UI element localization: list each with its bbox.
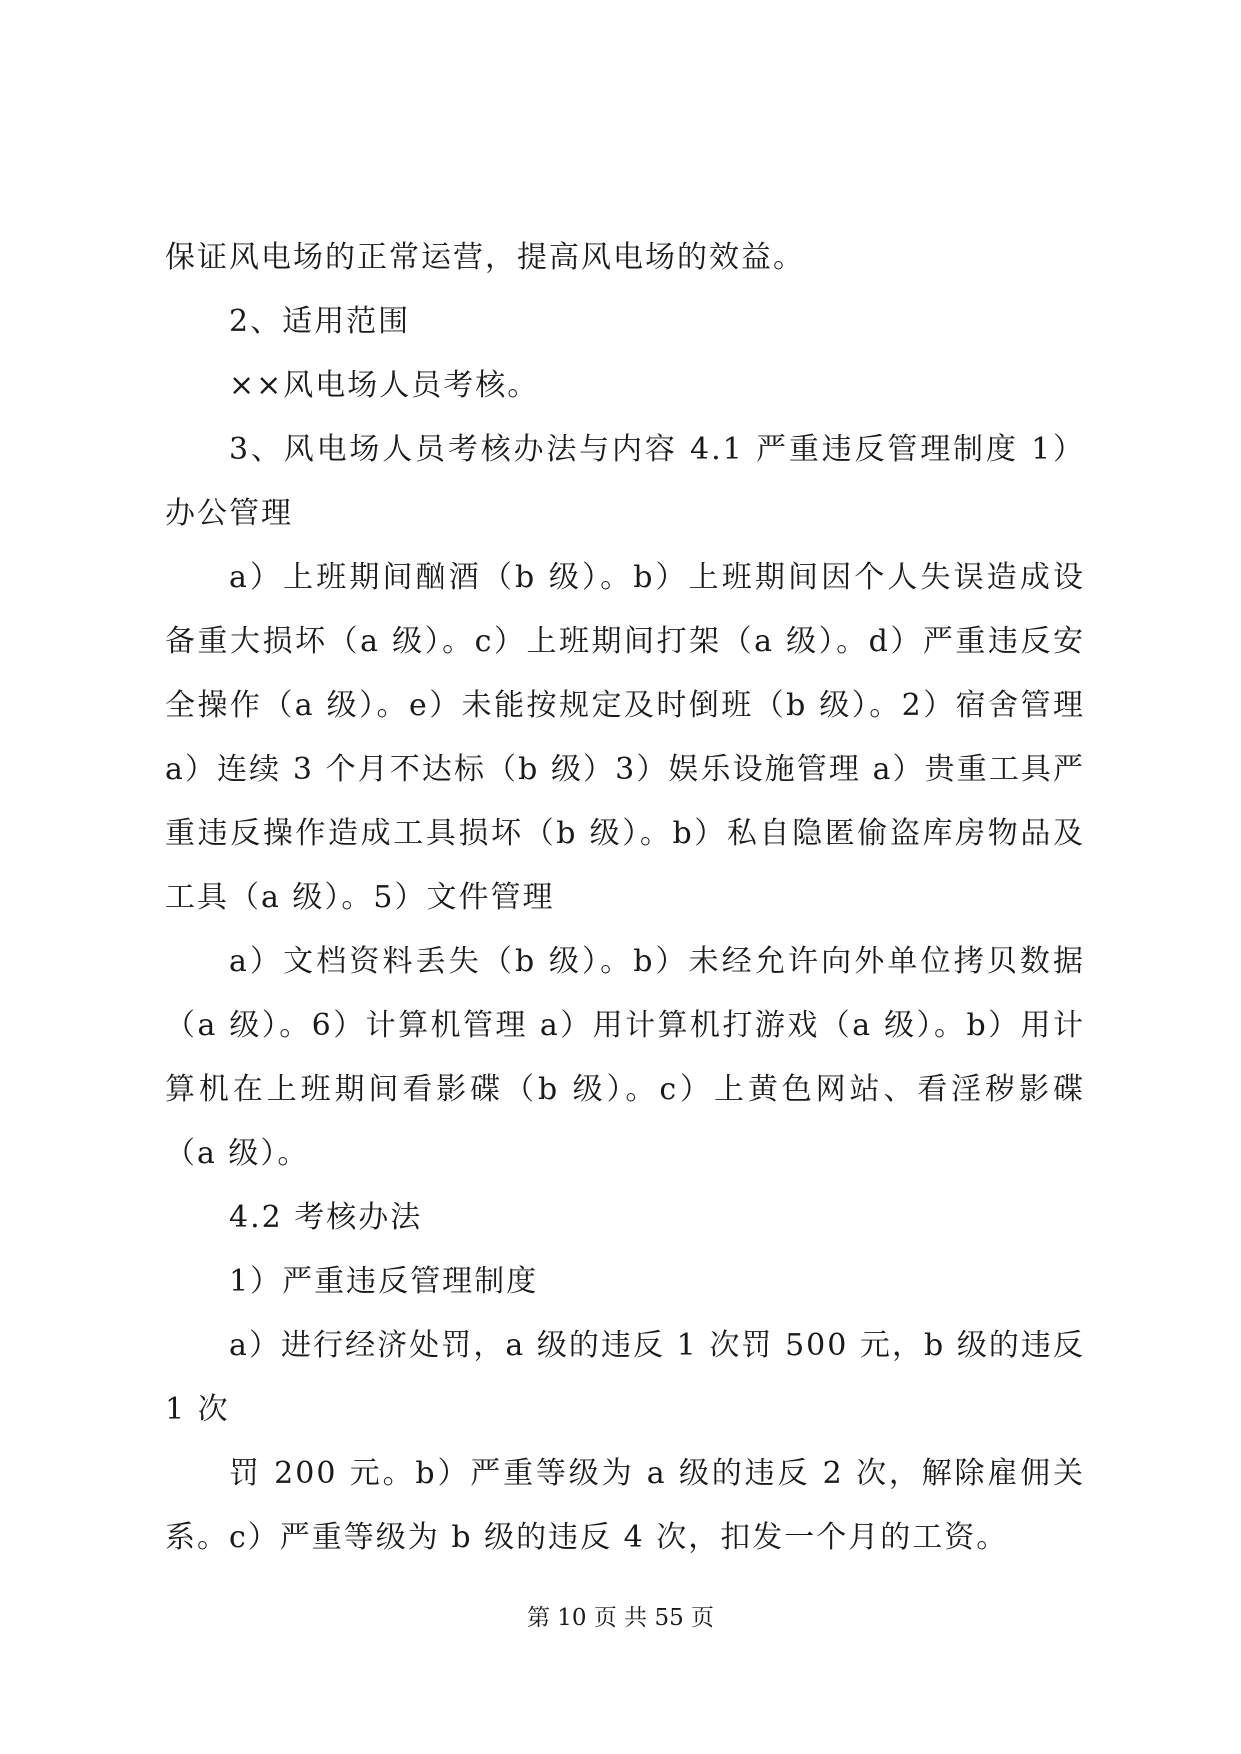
paragraph-penalty-a: a）进行经济处罚，a 级的违反 1 次罚 500 元，b 级的违反 1 次 — [165, 1328, 1085, 1427]
paragraph-office-rules: a）上班期间酗酒（b 级）。b）上班期间因个人失误造成设备重大损坏（a 级）。c）上班期间打架（a 级）。d）严重违反安全操作（a 级）。e）未能按规定及时倒班（b 级）。2）宿舍管理 a）连续 3 个月不达标（b 级）3）娱乐设施管理 a）贵重工具严重违反操作造成工具损坏（b 级）。b）私自隐匿偷盗库房物品及工具（a 级）。5）文件管理 — [165, 560, 1085, 915]
paragraph-scope-heading: 2、适用范围 — [229, 304, 411, 339]
document-body — [165, 226, 1085, 1570]
page-number-footer: 第 10 页 共 55 页 — [526, 1605, 715, 1631]
paragraph-scope-content: ××风电场人员考核。 — [229, 368, 540, 403]
paragraph-purpose-end: 保证风电场的正常运营，提高风电场的效益。 — [165, 240, 805, 275]
paragraph-methods-heading: 3、风电场人员考核办法与内容 4.1 严重违反管理制度 1）办公管理 — [165, 432, 1085, 531]
paragraph-assessment-heading: 4.2 考核办法 — [229, 1200, 423, 1235]
paragraph-penalty-b-c: 罚 200 元。b）严重等级为 a 级的违反 2 次，解除雇佣关系。c）严重等级为 b 级的违反 4 次，扣发一个月的工资。 — [165, 1456, 1085, 1555]
paragraph-serious-violation-heading: 1）严重违反管理制度 — [229, 1264, 539, 1299]
paragraph-file-computer-rules: a）文档资料丢失（b 级）。b）未经允许向外单位拷贝数据（a 级）。6）计算机管理 a）用计算机打游戏（a 级）。b）用计算机在上班期间看影碟（b 级）。c）上黄色网站、看淫秽影碟（a 级）。 — [165, 944, 1085, 1171]
